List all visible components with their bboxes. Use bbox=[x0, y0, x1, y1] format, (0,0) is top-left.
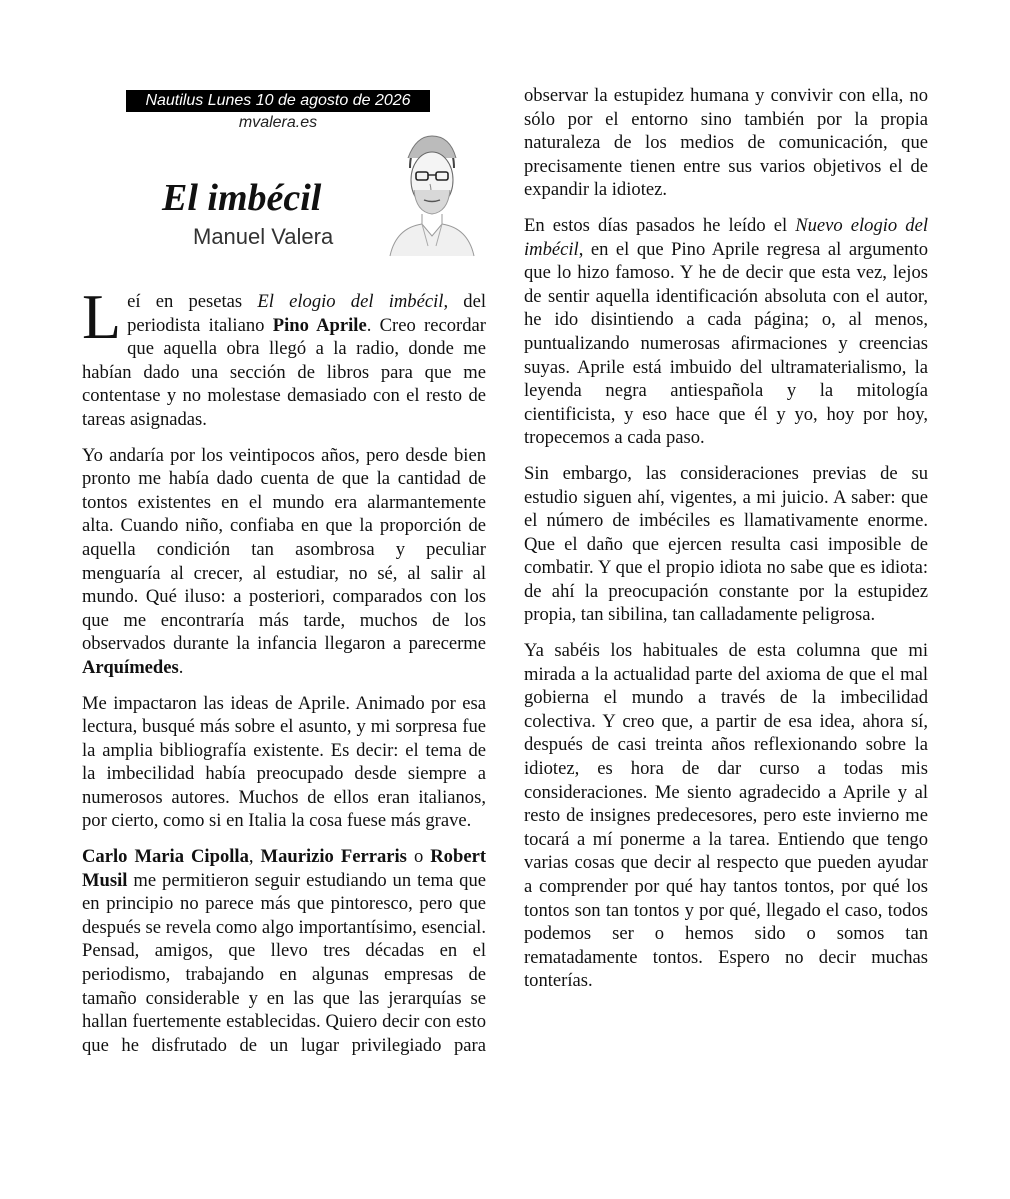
issue-date-badge: Nautilus Lunes 10 de agosto de 2026 bbox=[126, 90, 430, 112]
column-left bbox=[82, 281, 487, 1069]
paragraph: Ya sabéis los habituales de esta columna que mi mirada a la actualidad parte del axioma de que el mal gobierna el mundo a través de la imbecilidad colectiva. Y creo que, a partir de esa idea, ahora sí, después de casi treinta años reflexionando sobre la idiotez, es hora de dar curso a todas mis consideraciones. Me siento agradecido a Aprile y al resto de insignes predecesores, pero este invierno me tocará a mí ponerme a la tarea. Entiendo que tengo varias cosas que decir al respecto que pueden ayudar a comprender por qué hay tantos tontos, por qué los tontos son tan tontos y por qué, llegado el caso, todos podemos ser o hemos sido o somos tan rematadamente tontos. Espero no decir muchas tonterías. bbox=[524, 640, 928, 992]
paragraph: Me impactaron las ideas de Aprile. Animado por esa lectura, busqué más sobre el asunto, y mi sorpresa fue la amplia bibliografía existente. Es decir: el tema de la imbecilidad había preocupado desde siempre a numerosos autores. Muchos de ellos eran italianos, por cierto, como si en Italia la cosa fuese más grave. bbox=[82, 692, 486, 832]
site-url: mvalera.es bbox=[238, 114, 318, 131]
author-portrait bbox=[380, 128, 480, 258]
person-name: Carlo Maria Cipolla bbox=[82, 846, 249, 868]
book-title: El elogio del imbécil bbox=[257, 291, 444, 312]
paragraph: En estos días pasados he leído el Nuevo elogio del imbécil, en el que Pino Aprile regresa al argumento que lo hizo famoso. Y he de decir que esta vez, lejos de sentir aquella identificación absoluta con el autor, he ido disintiendo a cada página; o, al menos, puntualizando numerosas afirmaciones y creencias suyas. Aprile está imbuido del ultramaterialismo, la leyenda negra antiespañola y la mitología cientificista, y eso hace que él y yo, hoy por hoy, tropecemos a cada paso. bbox=[524, 214, 928, 449]
drop-cap: L bbox=[82, 281, 122, 352]
paragraph: Yo andaría por los veintipocos años, pero desde bien pronto me había dado cuenta de que la cantidad de tontos existentes en el mundo era alarmantemente alta. Cuando niño, confiaba en que la proporción de aquella condición tan asombrosa y peculiar menguaría al crecer, al estudiar, no sé, al salir al mundo. Qué iluso: a posteriori, comparados con los que me encontraría más tarde, muchos de los observados durante la infancia llegaron a parecerme Arquímedes. bbox=[82, 444, 486, 678]
column-right bbox=[524, 84, 928, 1005]
article-title: El imbécil bbox=[162, 177, 322, 219]
paragraph: Sin embargo, las consideraciones previas de su estudio siguen ahí, vigentes, a mi juicio. A saber: que el número de imbéciles es llamativamente enorme. Que el daño que ejercen resulta casi imposible de combatir. Y que el propio idiota no sabe que es idiota: de ahí la preocupación constante por la estupidez propia, tan sibilina, tan calladamente peligrosa. bbox=[524, 462, 928, 626]
paragraph: Leí en pesetas El elogio del imbécil, del periodista italiano Pino Aprile. Creo recordar que aquella obra llegó a la radio, donde me habían dado una sección de libros para que me contentase y no molestase demasiado con el resto de tareas asignadas. bbox=[82, 281, 487, 430]
book-title: Nuevo elogio del imbécil bbox=[524, 214, 928, 260]
author-name: Manuel Valera bbox=[193, 224, 334, 249]
person-name: Maurizio Ferraris bbox=[260, 846, 407, 868]
paragraph-continued: observar la estupidez humana y convivir con ella, no sólo por el entorno sino también por la propia naturaleza de los medios de comunicación, que precisamente tienen entre sus varios objetivos el de expandir la idiotez. bbox=[524, 85, 928, 201]
paragraph: Carlo Maria Cipolla, Maurizio Ferraris o Robert Musil me permitieron seguir estudiando un tema que en principio no parece más que pintoresco, pero que después se revela como algo importantísimo, esencial. Pensad, amigos, que llevo tres décadas en el periodismo, trabajando en algunas empresas de tamaño considerable y en las que las jerarquías se hallan fuertemente establecidas. Quiero decir con esto que he disfrutado de un lugar privilegiado para bbox=[82, 846, 487, 1056]
person-name: Pino Aprile bbox=[272, 314, 367, 336]
person-name: Arquímedes bbox=[82, 656, 179, 678]
person-name: Robert Musil bbox=[82, 846, 487, 891]
